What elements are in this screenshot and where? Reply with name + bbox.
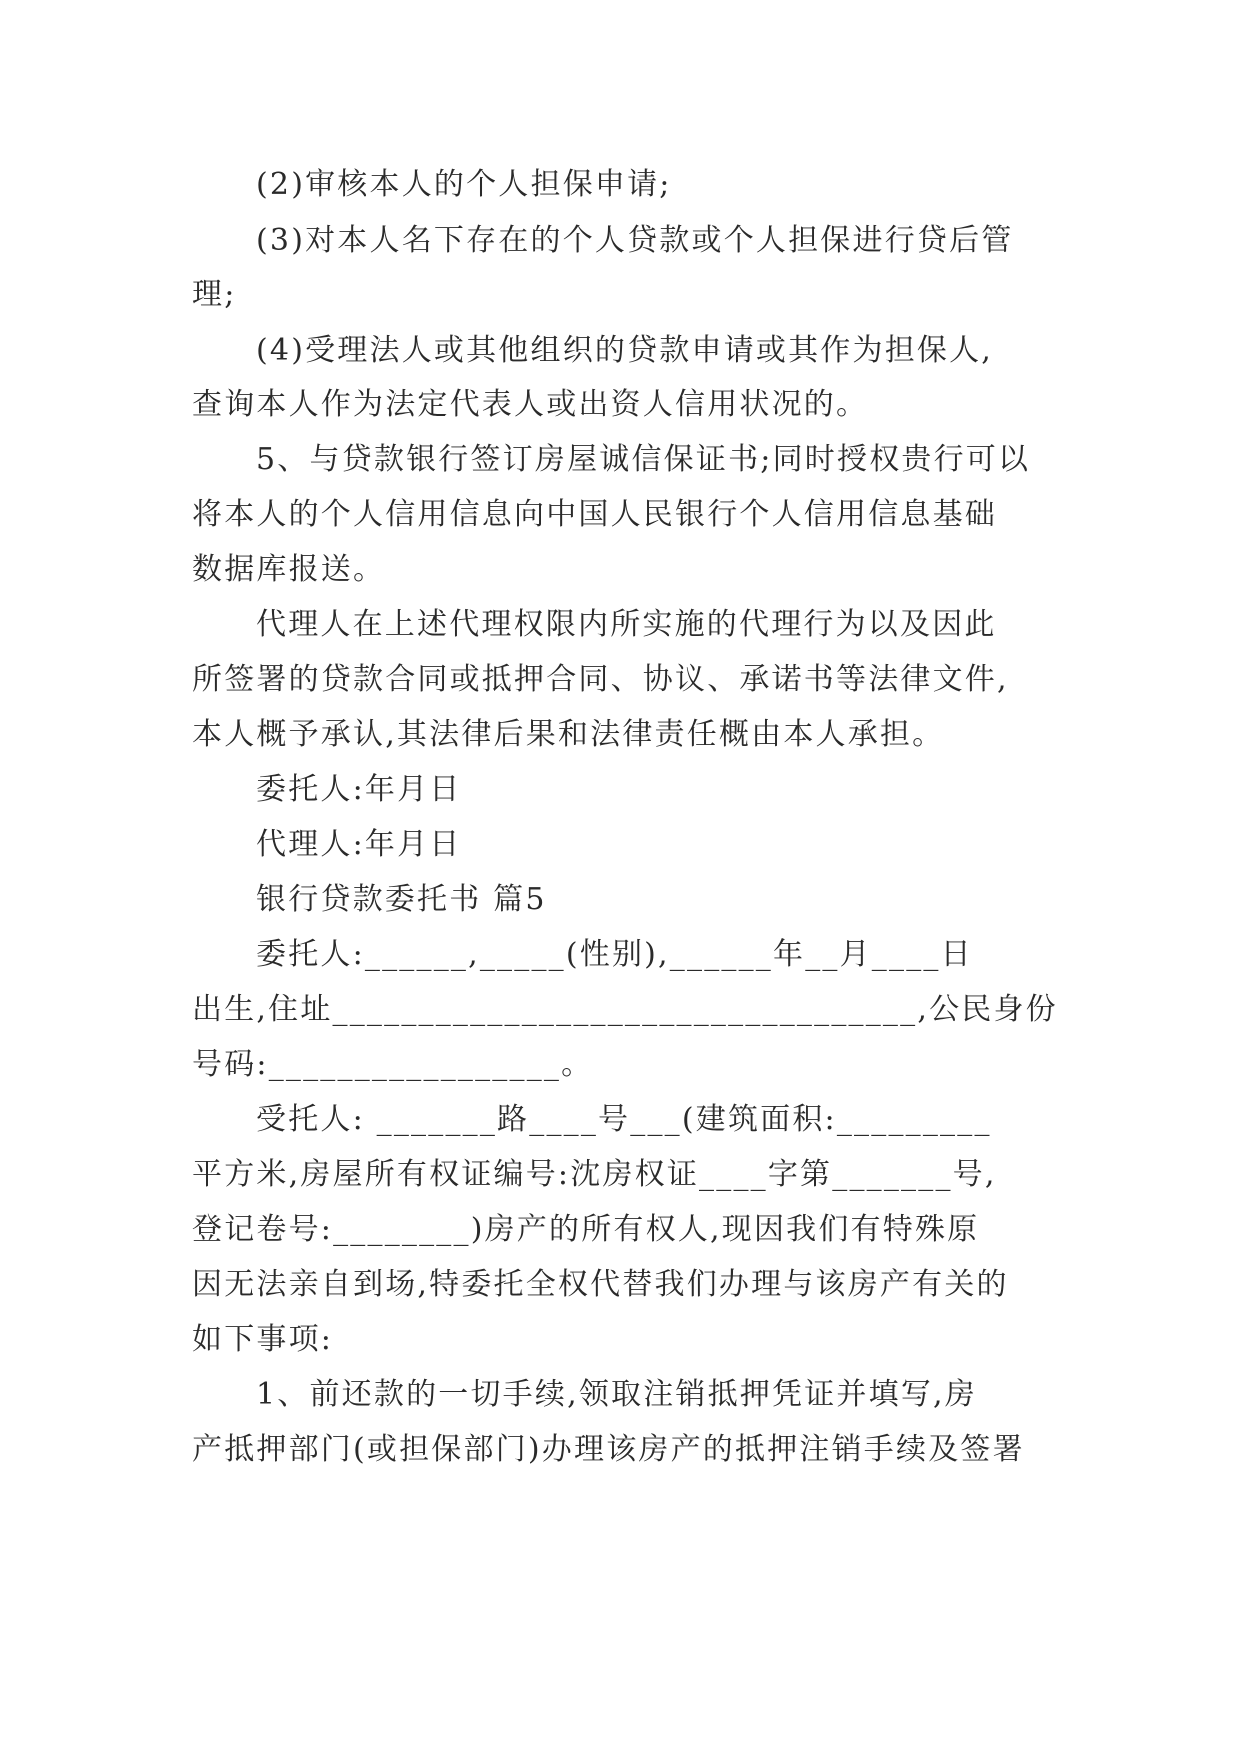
paragraph-line: 查询本人作为法定代表人或出资人信用状况的。: [192, 387, 869, 422]
paragraph-line: (3)对本人名下存在的个人贷款或个人担保进行贷后管: [256, 223, 1014, 258]
paragraph-line: 平方米,房屋所有权证编号:沈房权证____字第_______号,: [192, 1157, 997, 1192]
paragraph-line: 数据库报送。: [192, 552, 386, 587]
paragraph-line: 受托人: _______路____号___(建筑面积:_________: [256, 1102, 992, 1137]
paragraph-line: (4)受理法人或其他组织的贷款申请或其作为担保人,: [256, 333, 994, 368]
paragraph-line: (2)审核本人的个人担保申请;: [256, 167, 672, 202]
paragraph-line: 因无法亲自到场,特委托全权代替我们办理与该房产有关的: [192, 1267, 1009, 1302]
paragraph-line: 将本人的个人信用信息向中国人民银行个人信用信息基础: [192, 497, 997, 532]
paragraph-line: 理;: [192, 277, 237, 312]
signature-line-agent: 代理人:年月日: [256, 827, 462, 862]
paragraph-line: 如下事项:: [192, 1322, 334, 1357]
paragraph-line: 代理人在上述代理权限内所实施的代理行为以及因此: [256, 607, 997, 642]
paragraph-line: 所签署的贷款合同或抵押合同、协议、承诺书等法律文件,: [192, 662, 1009, 697]
paragraph-line: 产抵押部门(或担保部门)办理该房产的抵押注销手续及签署: [192, 1432, 1025, 1467]
paragraph-line: 出生,住址__________________________________,公民身份: [192, 992, 1058, 1027]
paragraph-line: 登记卷号:________)房产的所有权人,现因我们有特殊原: [192, 1212, 980, 1247]
signature-line-principal: 委托人:年月日: [256, 772, 462, 807]
section-heading: 银行贷款委托书 篇5: [256, 882, 547, 917]
paragraph-line: 本人概予承认,其法律后果和法律责任概由本人承担。: [192, 717, 945, 752]
paragraph-line: 委托人:______,_____(性别),______年__月____日: [256, 937, 973, 972]
paragraph-line: 号码:_________________。: [192, 1047, 594, 1082]
paragraph-line: 5、与贷款银行签订房屋诚信保证书;同时授权贵行可以: [256, 442, 1031, 477]
paragraph-line: 1、前还款的一切手续,领取注销抵押凭证并填写,房: [256, 1377, 977, 1412]
